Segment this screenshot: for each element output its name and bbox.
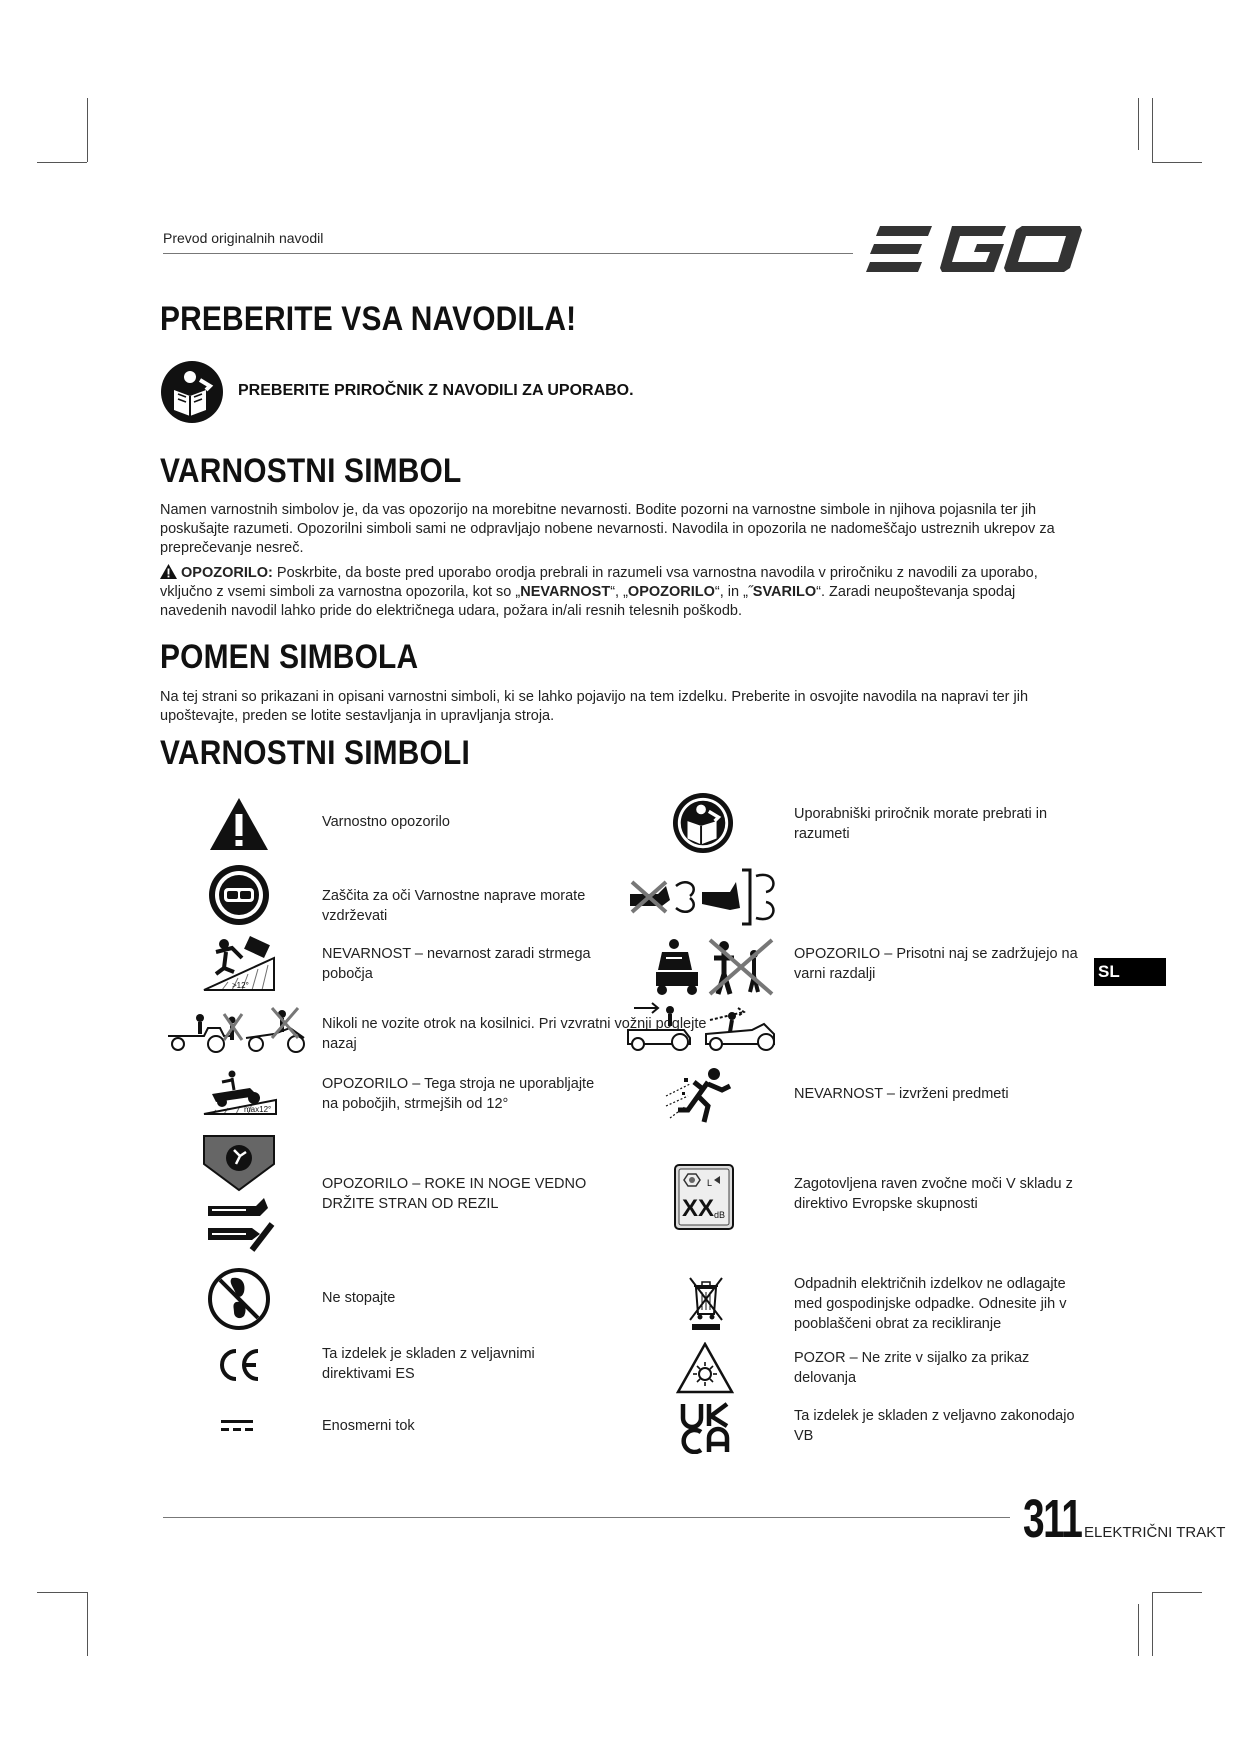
- svg-text:L: L: [707, 1178, 713, 1188]
- crop-mark: [87, 1592, 88, 1656]
- crop-mark: [1152, 1592, 1202, 1593]
- symbol-desc-ukca: Ta izdelek je skladen z veljavno zakonodajo VB: [794, 1408, 1075, 1444]
- symbol-desc-no-step: Ne stopajte: [322, 1290, 396, 1306]
- look-behind-reversing-icon: [624, 1000, 780, 1052]
- do-not-stare-lamp-icon: [676, 1342, 734, 1394]
- ukca-mark-icon: [680, 1402, 730, 1454]
- crop-mark: [37, 162, 87, 163]
- crop-mark: [37, 1592, 87, 1593]
- symbol-desc-eye-protection: Zaščita za oči Varnostne naprave morate vzdrževati: [322, 888, 586, 924]
- thrown-objects-icon: [664, 1066, 736, 1124]
- crop-mark: [1138, 1604, 1139, 1656]
- symbol-desc-keep-away: OPOZORILO – ROKE IN NOGE VEDNO DRŽITE STRAN OD REZIL: [322, 1176, 587, 1212]
- safety-warning: OPOZORILO: Poskrbite, da boste pred uporabo orodja prebrali in razumeli vsa varnostna navodila v priročniku z navodili za uporabo, vključno z vsemi simboli za varnostna opozorila, kot so „NEVARNOST“, „OPOZORILO“, in „˝SVARILO“. Zaradi neupoštevanja spodaj navedenih navodil lahko pride do električnega udara, požara in/ali resnih telesnih poškodb.: [160, 565, 1038, 619]
- warning-triangle-icon: [160, 564, 177, 579]
- warning-label: OPOZORILO:: [181, 565, 273, 581]
- symbol-desc-bystanders: OPOZORILO – Prisotni naj se zadržujejo na varni razdalji: [794, 946, 1078, 982]
- symbol-desc-lamp: POZOR – Ne zrite v sijalko za prikaz delovanja: [794, 1350, 1030, 1386]
- guard-maintenance-icon: [626, 864, 782, 930]
- symbol-desc-thrown-objects: NEVARNOST – izvrženi predmeti: [794, 1086, 1009, 1102]
- ego-logo: [866, 222, 1084, 278]
- header-divider: [163, 253, 853, 254]
- footer-divider: [163, 1517, 1010, 1518]
- sound-power-level-icon: [674, 1164, 734, 1230]
- title-read-all: PREBERITE VSA NAVODILA!: [160, 300, 577, 338]
- symbol-desc-ce: Ta izdelek je skladen z veljavnimi direktivami ES: [322, 1346, 535, 1382]
- symbol-desc-safety-alert: Varnostno opozorilo: [322, 814, 450, 830]
- manual-label: PREBERITE PRIROČNIK Z NAVODILI ZA UPORABO.: [238, 382, 634, 399]
- no-step-icon: [208, 1268, 270, 1330]
- svg-text:XX: XX: [682, 1195, 715, 1222]
- keep-bystanders-away-icon: [652, 936, 778, 996]
- slope-max-12-icon: [202, 1070, 278, 1116]
- header-note: Prevod originalnih navodil: [163, 230, 324, 246]
- symbol-desc-user-manual: Uporabniški priročnik morate prebrati in razumeti: [794, 806, 1048, 842]
- no-children-riding-icon: [164, 1004, 312, 1054]
- user-manual-icon: [672, 792, 734, 854]
- symbol-desc-sound-power: Zagotovljena raven zvočne moči V skladu z direktivo Evropske skupnosti: [794, 1176, 1073, 1212]
- crop-mark: [1152, 1592, 1153, 1656]
- symbol-desc-no-children: Nikoli ne vozite otrok na kosilnici. Pri vzvratni vožnji poglejte nazaj: [322, 1016, 707, 1052]
- direct-current-icon: [220, 1418, 254, 1434]
- title-safety-symbols: VARNOSTNI SIMBOLI: [160, 734, 470, 772]
- crop-mark: [1138, 98, 1139, 150]
- read-manual-icon: [160, 360, 224, 424]
- crop-mark: [1152, 162, 1202, 163]
- symbol-desc-weee: Odpadnih električnih izdelkov ne odlagajte med gospodinjske odpadke. Odnesite jih v pooblaščeni obrat za recikliranje: [794, 1276, 1067, 1332]
- symbol-meaning-text: Na tej strani so prikazani in opisani varnostni simboli, ki se lahko pojavijo na tem izdelku. Preberite in osvojite navodila na napravi ter jih upoštevajte, preden se lotite sestavljanja in upravljanja stroja.: [160, 689, 1029, 724]
- safety-intro: Namen varnostnih simbolov je, da vas opozorijo na morebitne nevarnosti. Bodite pozorni na varnostne simbole in njihova pojasnila ter jih poskušajte razumeti. Opozorilni simboli sami ne odpravljajo nobene nevarnosti. Navodila in opozorila ne nadomeščajo ustreznih ukrepov za preprečevanje nesreč.: [160, 502, 1055, 556]
- symbol-desc-steep-slope: NEVARNOST – nevarnost zaradi strmega pobočja: [322, 946, 591, 982]
- manual-notice: [160, 360, 760, 424]
- footer-title: ELEKTRIČNI TRAKT: [1084, 1524, 1226, 1541]
- ce-mark-icon: [216, 1348, 262, 1382]
- steep-slope-danger-icon: [202, 934, 276, 992]
- symbol-desc-max-slope: OPOZORILO – Tega stroja ne uporabljajte na pobočjih, strmejših od 12°: [322, 1076, 595, 1112]
- crop-mark: [87, 98, 88, 162]
- svg-text:max12°: max12°: [244, 1105, 272, 1114]
- title-safety-symbol: VARNOSTNI SIMBOL: [160, 452, 462, 490]
- svg-text:dB: dB: [714, 1210, 726, 1220]
- svg-text:>12°: >12°: [232, 981, 249, 990]
- symbol-desc-dc: Enosmerni tok: [322, 1418, 415, 1434]
- eye-protection-icon: [208, 864, 270, 926]
- page-number: 311: [1023, 1489, 1082, 1549]
- title-symbol-meaning: POMEN SIMBOLA: [160, 638, 419, 676]
- language-tab: SL: [1094, 958, 1166, 986]
- weee-bin-icon: [686, 1274, 726, 1332]
- safety-alert-icon: [208, 796, 270, 852]
- crop-mark: [1152, 98, 1153, 162]
- keep-hands-feet-away-icon: [202, 1134, 276, 1254]
